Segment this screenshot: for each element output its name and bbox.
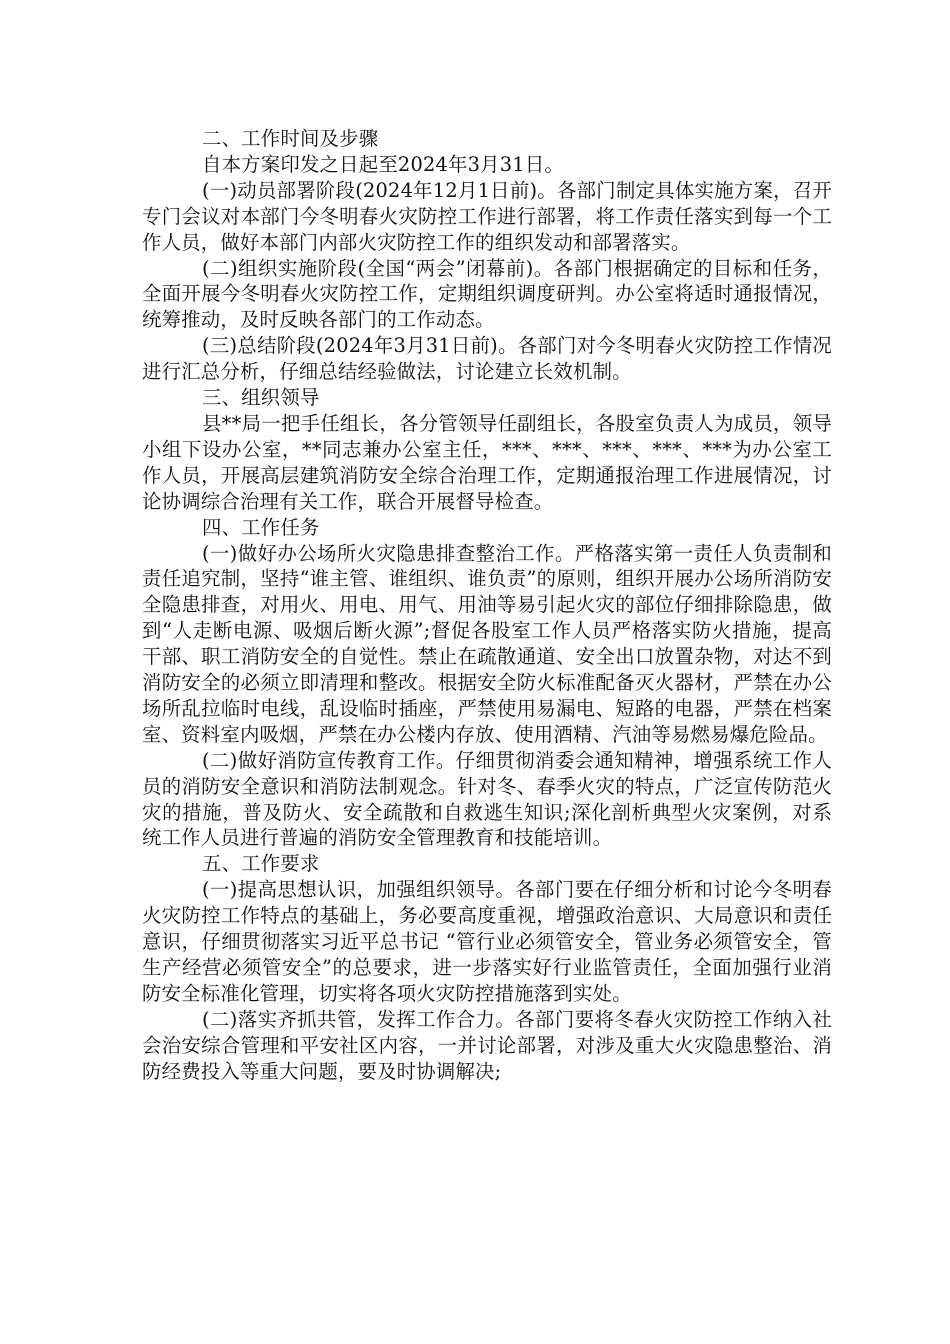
paragraph-requirement-cooperation: (二)落实齐抓共管，发挥工作合力。各部门要将冬春火灾防控工作纳入社会治安综合管理和平安社区内容，一并讨论部署，对涉及重大火灾隐患整治、消防经费投入等重大问题，要及时协调解决; [142,1007,832,1083]
paragraph-summary-stage: (三)总结阶段(2024年3月31日前)。各部门对今冬明春火灾防控工作情况进行汇总分析，仔细总结经验做法，讨论建立长效机制。 [142,334,832,384]
paragraph-implementation-stage: (二)组织实施阶段(全国“两会”闭幕前)。各部门根据确定的目标和任务，全面开展今冬明春火灾防控工作，定期组织调度研判。办公室将适时通报情况，统筹推动，及时反映各部门的工作动态。 [142,256,832,332]
paragraph-requirement-awareness: (一)提高思想认识，加强组织领导。各部门要在仔细分析和讨论今冬明春火灾防控工作特点的基础上，务必要高度重视，增强政治意识、大局意识和责任意识，仔细贯彻落实习近平总书记 “管行业必须管安全，管业务必须管安全，管生产经营必须管安全”的总要求，进一步落实好行业监管责任，全面加强行业消防安全标准化管理，切实将各项火灾防控措施落到实处。 [142,878,832,1005]
section-heading-schedule: 二、工作时间及步骤 [202,127,379,150]
paragraph-period: 自本方案印发之日起至2024年3月31日。 [202,152,565,176]
section-heading-tasks: 四、工作任务 [202,515,320,539]
section-heading-leadership: 三、组织领导 [202,386,320,410]
paragraph-task-hazard-inspection: (一)做好办公场所火灾隐患排查整治工作。严格落实第一责任人负责制和责任追究制，坚持“谁主管、谁组织、谁负责”的原则，组织开展办公场所消防安全隐患排查，对用火、用电、用气、用油等易引起火灾的部位仔细排除隐患，做到“人走断电源、吸烟后断火源”;督促各股室工作人员严格落实防火措施，提高干部、职工消防安全的自觉性。禁止在疏散通道、安全出口放置杂物，对达不到消防安全的必须立即清理和整改。根据安全防火标准配备灭火器材，严禁在办公场所乱拉临时电线，乱设临时插座，严禁使用易漏电、短路的电器，严禁在档案室、资料室内吸烟，严禁在办公楼内存放、使用酒精、汽油等易燃易爆危险品。 [142,541,832,746]
section-heading-requirements: 五、工作要求 [202,852,320,876]
document-body [142,126,832,1085]
paragraph-leadership: 县**局一把手任组长，各分管领导任副组长，各股室负责人为成员，领导小组下设办公室，**同志兼办公室主任，***、***、***、***、***为办公室工作人员，开展高层建筑消防安全综合治理工作，定期通报治理工作进展情况，讨论协调综合治理有关工作，联合开展督导检查。 [142,411,832,513]
paragraph-task-education: (二)做好消防宣传教育工作。仔细贯彻消委会通知精神，增强系统工作人员的消防安全意识和消防法制观念。针对冬、春季火灾的特点，广泛宣传防范火灾的措施，普及防火、安全疏散和自救逃生知识;深化剖析典型火灾案例，对系统工作人员进行普遍的消防安全管理教育和技能培训。 [142,748,832,850]
paragraph-mobilization-stage: (一)动员部署阶段(2024年12月1日前)。各部门制定具体实施方案，召开专门会议对本部门今冬明春火灾防控工作进行部署，将工作责任落实到每一个工作人员，做好本部门内部火灾防控工作的组织发动和部署落实。 [142,178,832,254]
